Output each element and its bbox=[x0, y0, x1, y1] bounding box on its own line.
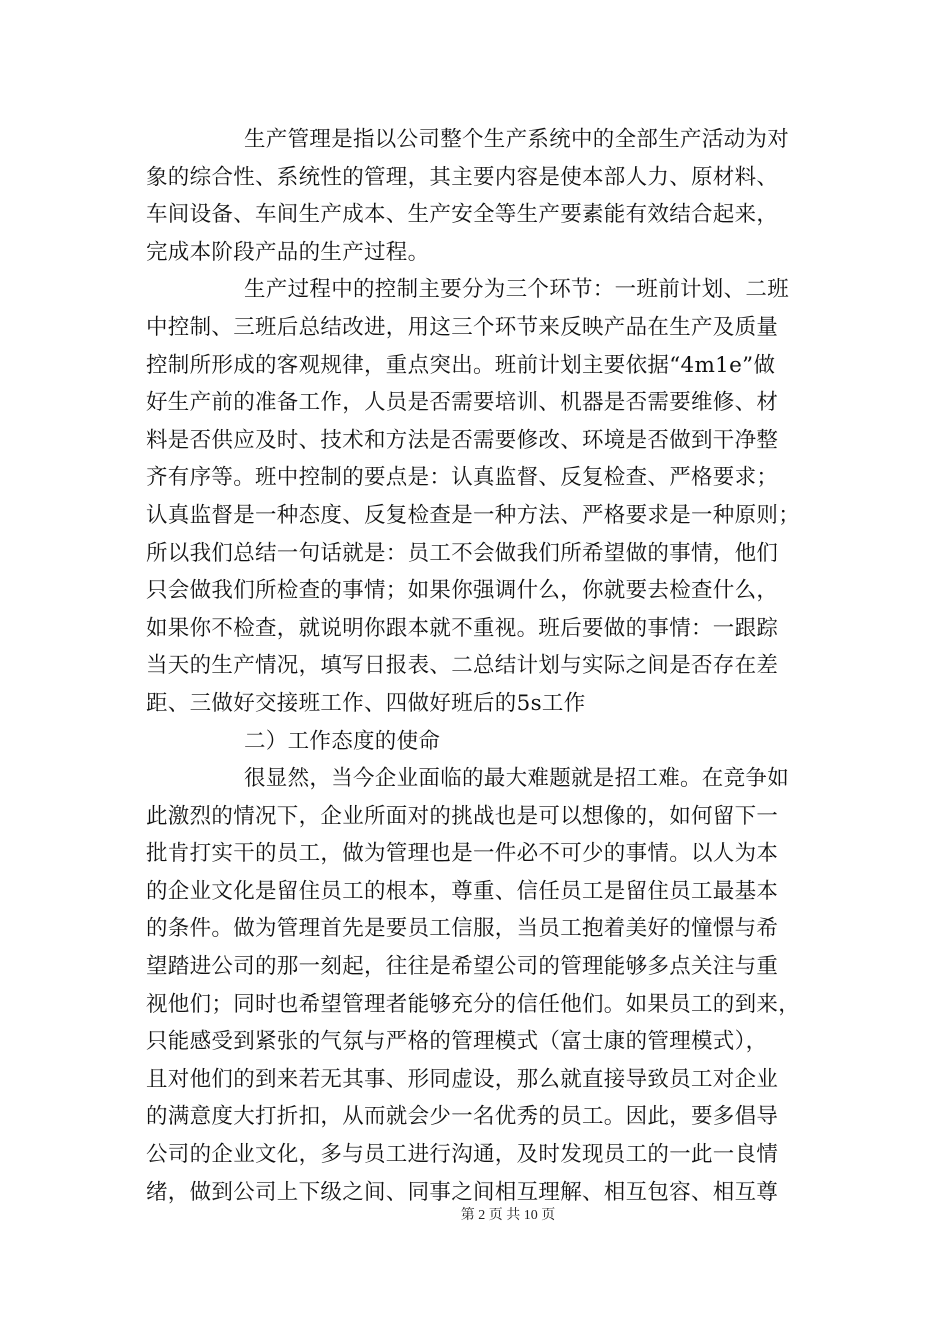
paragraph-line: 公司的企业文化，多与员工进行沟通，及时发现员工的一此一良情 bbox=[146, 1142, 779, 1168]
paragraph-line: 生产过程中的控制主要分为三个环节：一班前计划、二班 bbox=[244, 277, 790, 303]
paragraph-line: 此激烈的情况下，企业所面对的挑战也是可以想像的，如何留下一 bbox=[146, 803, 779, 829]
paragraph-line: 只会做我们所检查的事情；如果你强调什么，你就要去检查什么， bbox=[146, 578, 779, 604]
paragraph-line: 的企业文化是留住员工的根本，尊重、信任员工是留住员工最基本 bbox=[146, 878, 779, 904]
paragraph-line: 料是否供应及时、技术和方法是否需要修改、环境是否做到干净整 bbox=[146, 427, 779, 453]
section-heading: 二）工作态度的使命 bbox=[244, 728, 441, 754]
paragraph-line: 完成本阶段产品的生产过程。 bbox=[146, 239, 430, 265]
body-text bbox=[146, 121, 822, 1211]
paragraph-line: 的条件。做为管理首先是要员工信服，当员工抱着美好的憧憬与希 bbox=[146, 916, 779, 942]
paragraph-line: 控制所形成的客观规律，重点突出。班前计划主要依据“4m1e”做 bbox=[146, 352, 776, 378]
paragraph-line: 所以我们总结一句话就是：员工不会做我们所希望做的事情，他们 bbox=[146, 540, 779, 566]
paragraph-line: 认真监督是一种态度、反复检查是一种方法、严格要求是一种原则； bbox=[146, 502, 801, 528]
page-number: 第 2 页 共 10 页 bbox=[460, 1208, 556, 1223]
paragraph-line: 视他们；同时也希望管理者能够充分的信任他们。如果员工的到来， bbox=[146, 991, 801, 1017]
paragraph-line: 望踏进公司的那一刻起，往往是希望公司的管理能够多点关注与重 bbox=[146, 954, 779, 980]
paragraph-line: 好生产前的准备工作，人员是否需要培训、机器是否需要维修、材 bbox=[146, 390, 779, 416]
paragraph-line: 的满意度大打折扣，从而就会少一名优秀的员工。因此，要多倡导 bbox=[146, 1104, 779, 1130]
paragraph-line: 中控制、三班后总结改进，用这三个环节来反映产品在生产及质量 bbox=[146, 314, 779, 340]
paragraph-line: 批肯打实干的员工，做为管理也是一件必不可少的事情。以人为本 bbox=[146, 841, 779, 867]
paragraph-line: 绪，做到公司上下级之间、同事之间相互理解、相互包容、相互尊 bbox=[146, 1179, 779, 1205]
paragraph-line: 只能感受到紧张的气氛与严格的管理模式（富士康的管理模式）， bbox=[146, 1029, 768, 1055]
paragraph-line: 车间设备、车间生产成本、生产安全等生产要素能有效结合起来， bbox=[146, 202, 779, 228]
paragraph-line: 齐有序等。班中控制的要点是：认真监督、反复检查、严格要求； bbox=[146, 465, 779, 491]
paragraph-line: 象的综合性、系统性的管理，其主要内容是使本部人力、原材料、 bbox=[146, 164, 779, 190]
paragraph-line: 如果你不检查，就说明你跟本就不重视。班后要做的事情：一跟踪 bbox=[146, 615, 779, 641]
paragraph-line: 生产管理是指以公司整个生产系统中的全部生产活动为对 bbox=[244, 127, 790, 152]
paragraph-line: 且对他们的到来若无其事、形同虚设，那么就直接导致员工对企业 bbox=[146, 1066, 779, 1092]
paragraph-line: 距、三做好交接班工作、四做好班后的5s工作 bbox=[146, 690, 586, 716]
paragraph-line: 当天的生产情况，填写日报表、二总结计划与实际之间是否存在差 bbox=[146, 653, 779, 679]
paragraph-line: 很显然，当今企业面临的最大难题就是招工难。在竞争如 bbox=[244, 766, 790, 792]
